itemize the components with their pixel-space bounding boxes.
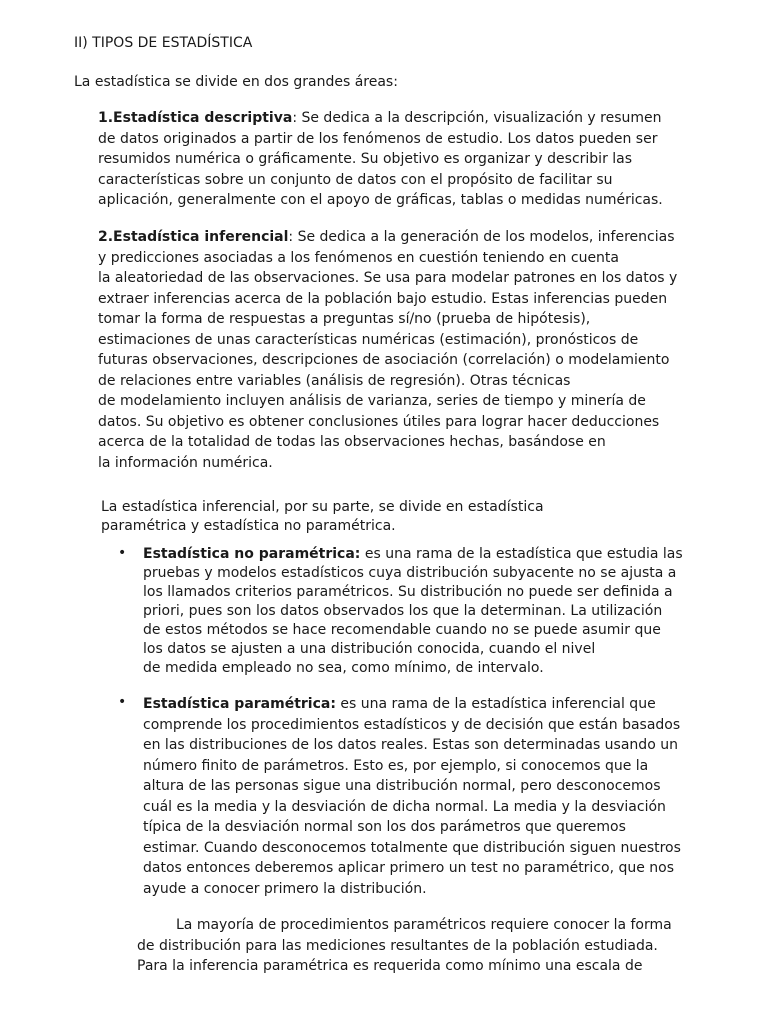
term-parametrica: Estadística paramétrica: [143, 696, 336, 712]
bullet-marker: • [118, 545, 127, 561]
term-descriptiva: 1.Estadística descriptiva [98, 110, 293, 126]
paragraph-line: en las distribuciones de los datos reales. Estas son determinadas usando un [143, 737, 678, 753]
paragraph-line: acerca de la totalidad de todas las observaciones hechas, basándose en [98, 434, 606, 450]
paragraph-line: pruebas y modelos estadísticos cuya distribución subyacente no se ajusta a [143, 565, 677, 581]
paragraph-line: de distribución para las mediciones resultantes de la población estudiada. [137, 937, 658, 954]
paragraph-line: tomar la forma de respuestas a preguntas sí/no (prueba de hipótesis), [98, 311, 591, 327]
term-no-parametrica: Estadística no paramétrica: [143, 546, 361, 562]
paragraph-line: ayude a conocer primero la distribución. [143, 880, 427, 897]
paragraph-descriptiva [98, 108, 663, 211]
paragraph-closing [137, 915, 672, 977]
paragraph-line: de estos métodos se hace recomendable cuando no se puede asumir que [143, 622, 661, 638]
paragraph-inferencial [98, 227, 677, 473]
paragraph-line: características sobre un conjunto de datos con el propósito de facilitar su [98, 171, 613, 188]
term-inferencial: 2.Estadística inferencial [98, 229, 289, 245]
bullet-no-parametrica [118, 545, 683, 678]
paragraph-line: comprende los procedimientos estadísticos y de decisión que están basados [143, 716, 681, 733]
paragraph-line: la información numérica. [98, 454, 273, 471]
paragraph-line: Para la inferencia paramétrica es requerida como mínimo una escala de [137, 958, 643, 974]
paragraph-line: número finito de parámetros. Esto es, por ejemplo, si conocemos que la [143, 757, 649, 774]
paragraph-line: de modelamiento incluyen análisis de varianza, series de tiempo y minería de [98, 393, 646, 409]
bullet-marker: • [118, 694, 127, 710]
heading-text: II) TIPOS DE ESTADÍSTICA [74, 35, 253, 51]
paragraph-line: datos. Su objetivo es obtener conclusiones útiles para lograr hacer deducciones [98, 413, 660, 430]
paragraph-line: estimaciones de unas características numéricas (estimación), pronósticos de [98, 331, 639, 348]
paragraph-line: La mayoría de procedimientos paramétricos requiere conocer la forma [176, 917, 672, 933]
paragraph-line: los llamados criterios paramétricos. Su distribución no puede ser definida a [143, 584, 673, 600]
paragraph-line: de relaciones entre variables (análisis de regresión). Otras técnicas [98, 372, 571, 389]
paragraph-line [143, 694, 681, 715]
paragraph-line: típica de la desviación normal son los dos parámetros que queremos [143, 819, 626, 835]
paragraph-line: altura de las personas sigue una distribución normal, pero desconocemos [143, 778, 661, 794]
paragraph-line: cuál es la media y la desviación de dicha normal. La media y la desviación [143, 798, 666, 815]
paragraph-line [143, 545, 683, 564]
bullet-parametrica [118, 694, 681, 899]
paragraph-line: priori, pues son los datos observados los que la determinan. La utilización [143, 603, 663, 619]
paragraph-line [98, 108, 663, 129]
paragraph-text: es una rama de la estadística que estudia las [360, 546, 683, 562]
paragraph-text: : Se dedica a la descripción, visualización y resumen [292, 110, 662, 126]
paragraph-line: la aleatoriedad de las observaciones. Se usa para modelar patrones en los datos y [98, 270, 678, 286]
paragraph-line: estimar. Cuando desconocemos totalmente que distribución siguen nuestros [143, 839, 681, 856]
paragraph-line: datos entonces deberemos aplicar primero un test no paramétrico, que nos [143, 860, 675, 876]
paragraph-text: es una rama de la estadística inferencial que [335, 696, 656, 712]
paragraph-line: extraer inferencias acerca de la población bajo estudio. Estas inferencias pueden [98, 290, 668, 307]
intro-paragraph [74, 72, 398, 93]
paragraph-text: : Se dedica a la generación de los modelos, inferencias [288, 229, 675, 245]
paragraph-line: paramétrica y estadística no paramétrica. [101, 518, 396, 534]
paragraph-line: de medida empleado no sea, como mínimo, de intervalo. [143, 660, 544, 676]
section-heading [74, 33, 252, 54]
paragraph-division [101, 498, 544, 536]
paragraph-line: resumidos numérica o gráficamente. Su objetivo es organizar y describir las [98, 151, 633, 167]
paragraph-line: aplicación, generalmente con el apoyo de gráficas, tablas o medidas numéricas. [98, 192, 663, 208]
paragraph-line: y predicciones asociadas a los fenómenos en cuestión teniendo en cuenta [98, 249, 619, 266]
intro-text: La estadística se divide en dos grandes áreas: [74, 74, 398, 90]
paragraph-line: La estadística inferencial, por su parte, se divide en estadística [101, 499, 544, 515]
paragraph-line: futuras observaciones, descripciones de asociación (correlación) o modelamiento [98, 352, 670, 368]
paragraph-line: de datos originados a partir de los fenómenos de estudio. Los datos pueden ser [98, 130, 658, 147]
paragraph-line: los datos se ajusten a una distribución conocida, cuando el nivel [143, 641, 596, 657]
paragraph-line [98, 227, 677, 248]
